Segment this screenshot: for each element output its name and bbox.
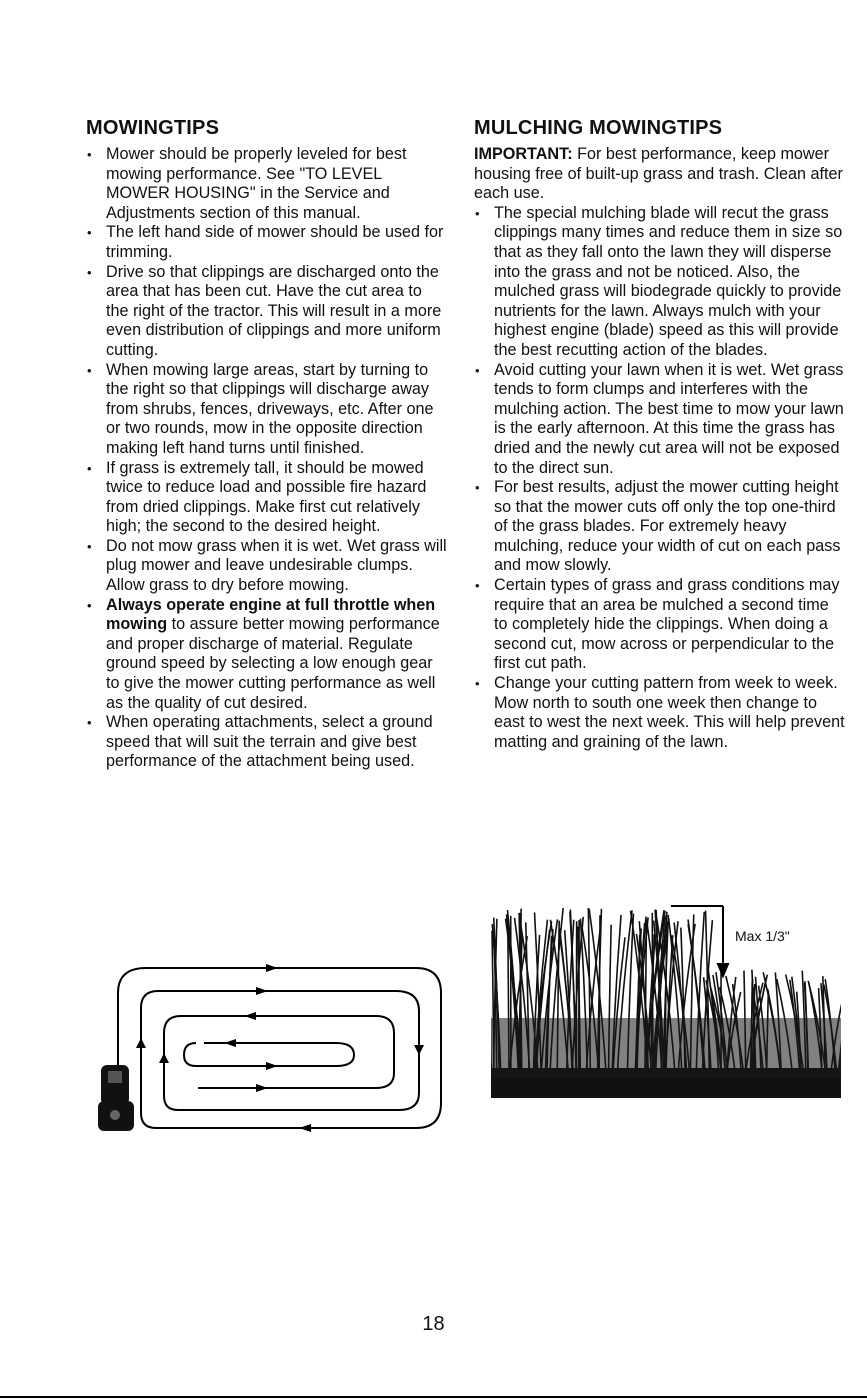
important-note: [474, 145, 846, 204]
mowing-pattern-diagram: [96, 953, 446, 1138]
full-throttle-emphasis: Always operate engine at full throttle when mowing: [106, 595, 436, 634]
mulching-tip-second-cut: • Certain types of grass and grass conditions may require that an area be mulched a second time to completely hide the clippings. When doing a second cut, mow across or perpendicular to the first cut path.: [474, 576, 846, 674]
important-text: For best performance, keep mower housing free of built-up grass and trash. Clean after each use.: [474, 145, 843, 203]
mowing-tips-section: [86, 117, 448, 772]
mowing-tips-heading: MOWINGTIPS: [86, 117, 220, 139]
mulching-tips-section: [474, 117, 846, 752]
tractor-icon: [98, 1065, 134, 1131]
mowing-tip-discharge: • Drive so that clippings are discharged onto the area that has been cut. Have the cut area to the right of the tractor. This will result in a more even distribution of clippings and more uniform cutting.: [86, 263, 448, 361]
important-label: IMPORTANT:: [474, 145, 573, 163]
mulching-tip-wet-lawn: • Avoid cutting your lawn when it is wet. Wet grass tends to form clumps and interferes with the mulching action. The best time to mow your lawn is the early afternoon. At this time the grass has dried and the newly cut area will not be exposed to the direct sun.: [474, 361, 846, 479]
mowing-tip-full-throttle: [86, 596, 448, 714]
full-throttle-text: to assure better mowing performance and proper discharge of material. Regulate ground speed by selecting a low enough gear to give the mower cutting performance as well as the quality of cut desired.: [106, 615, 440, 712]
mowing-tip-trimming: • The left hand side of mower should be used for trimming.: [86, 223, 448, 262]
max-cut-label: Max 1/3": [735, 928, 790, 944]
page-number: 18: [422, 1313, 445, 1335]
mulching-tips-heading: MULCHING MOWINGTIPS: [474, 117, 723, 139]
bottom-rule: [0, 1396, 867, 1398]
mulching-tip-cutting-height: • For best results, adjust the mower cutting height so that the mower cuts off only the top one-third of the grass blades. For extremely heavy mulching, reduce your width of cut on each pass and mow slowly.: [474, 478, 846, 576]
mulching-tip-blade: • The special mulching blade will recut the grass clippings many times and reduce them in size so that as they fall onto the lawn they will disperse into the grass and not be noticed. Also, the mulched grass will biodegrade quickly to provide nutrients for the lawn. Always mulch with your highest engine (blade) speed as this will provide the best recutting action of the blades.: [474, 204, 846, 361]
mowing-tip-large-areas: • When mowing large areas, start by turning to the right so that clippings will discharge away from shrubs, fences, driveways, etc. After one or two rounds, mow in the opposite direction making left hand turns until finished.: [86, 361, 448, 459]
mowing-tips-list: [86, 145, 448, 772]
mowing-tip-wet-grass: • Do not mow grass when it is wet. Wet grass will plug mower and leave undesirable clumps. Allow grass to dry before mowing.: [86, 537, 448, 596]
mulching-tip-pattern: • Change your cutting pattern from week to week. Mow north to south one week then change to east to west the next week. This will help prevent matting and graining of the lawn.: [474, 674, 846, 752]
mowing-tip-attachments: • When operating attachments, select a ground speed that will suit the terrain and give best performance of the attachment being used.: [86, 713, 448, 772]
mulching-tips-list: [474, 204, 846, 753]
mowing-tip-leveling: • Mower should be properly leveled for best mowing performance. See "TO LEVEL MOWER HOUSING" in the Service and Adjustments section of this manual.: [86, 145, 448, 223]
mowing-tip-tall-grass: • If grass is extremely tall, it should be mowed twice to reduce load and possible fire hazard from dried clippings. Make first cut relatively high; the second to the desired height.: [86, 459, 448, 537]
